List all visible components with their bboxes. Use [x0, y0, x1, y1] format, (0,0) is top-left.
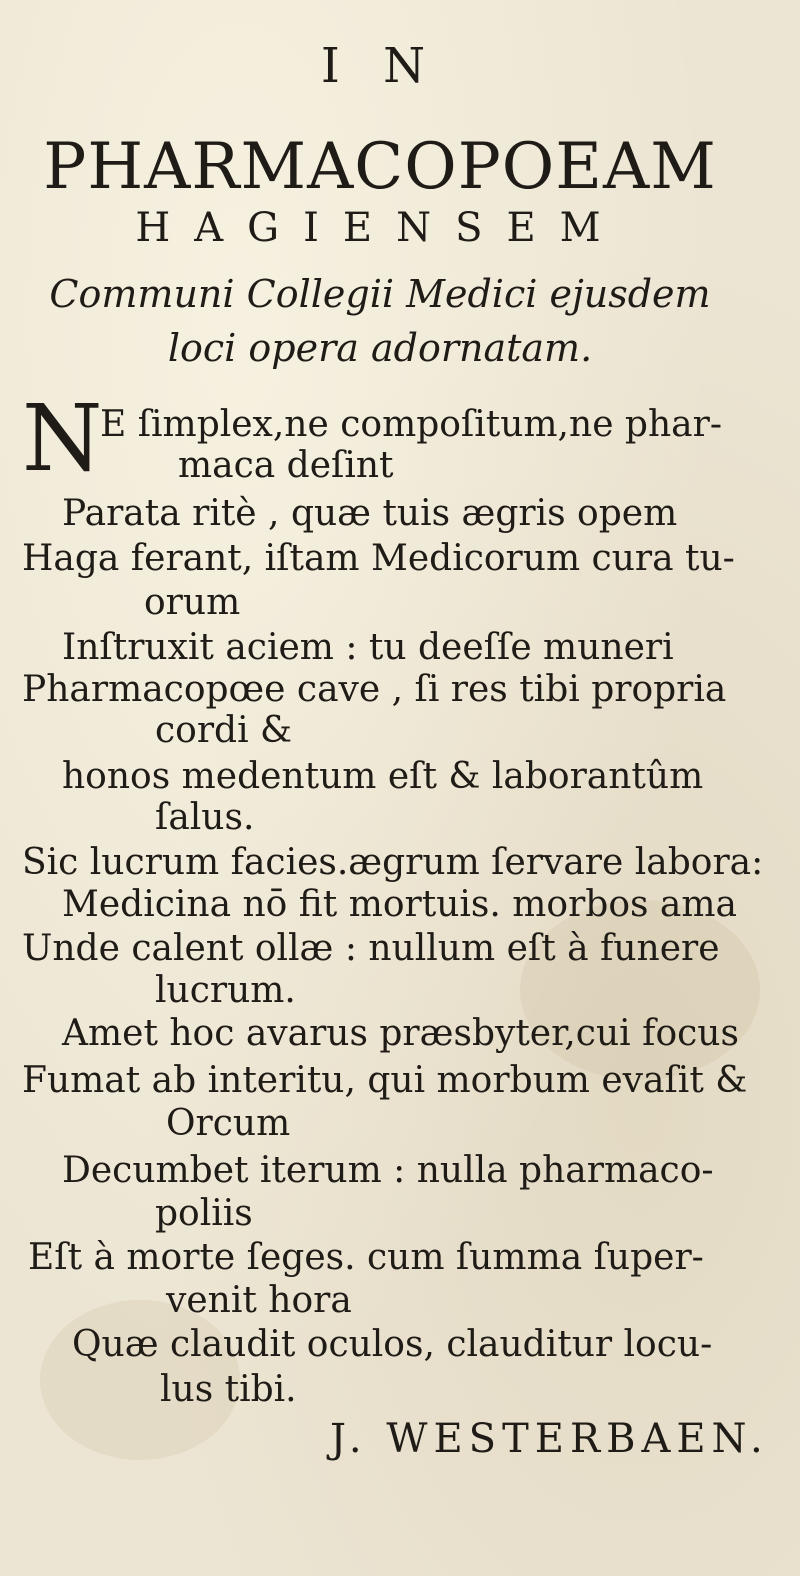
poem-line: Unde calent ollæ : nullum eſt à funere — [22, 928, 720, 969]
poem-line: E ſimplex,ne compoſitum,ne phar- — [100, 404, 723, 445]
signature: J. WESTERBAEN. — [330, 1416, 769, 1462]
poem-line: Medicina nō fit mortuis. morbos ama — [62, 884, 737, 925]
poem-line: Sic lucrum facies.ægrum ſervare labora: — [22, 842, 764, 883]
poem-line: Orcum — [166, 1103, 291, 1144]
poem-line: Inſtruxit aciem : tu deeſſe muneri — [62, 627, 674, 668]
page-title: PHARMACOPOEAM — [43, 130, 717, 204]
poem-line: Pharmacopœe cave , ſi res tibi propria — [22, 669, 727, 710]
poem-line: honos medentum eſt & laborantûm — [62, 756, 704, 797]
poem-line: Haga ferant, iſtam Medicorum cura tu- — [22, 538, 735, 579]
page-subtitle: HAGIENSEM — [135, 205, 625, 251]
poem-line: cordi & — [155, 710, 293, 751]
poem-line: maca deſint — [178, 445, 394, 486]
poem-line: Fumat ab interitu, qui morbum evaſit & — [22, 1060, 748, 1101]
poem-line: Eſt à morte ſeges. cum ſumma ſuper- — [28, 1237, 704, 1278]
poem-line: ſalus. — [155, 797, 255, 838]
poem-line: poliis — [155, 1193, 253, 1234]
poem-line: lus tibi. — [160, 1369, 297, 1410]
poem-line: Quæ claudit oculos, clauditur locu- — [72, 1324, 713, 1365]
dedication-line: loci opera adornatam. — [167, 326, 593, 370]
poem-line: Decumbet iterum : nulla pharmaco- — [62, 1150, 714, 1191]
heading-in: I N — [320, 38, 440, 94]
poem-line: venit hora — [166, 1280, 352, 1321]
dedication-line: Communi Collegii Medici ejusdem — [49, 272, 711, 316]
poem-line: lucrum. — [155, 970, 296, 1011]
drop-cap: N — [22, 385, 103, 492]
poem-line: Parata ritè , quæ tuis ægris opem — [62, 493, 678, 534]
poem-line: Amet hoc avarus præsbyter,cui focus — [62, 1013, 739, 1054]
poem-line: orum — [144, 582, 241, 623]
